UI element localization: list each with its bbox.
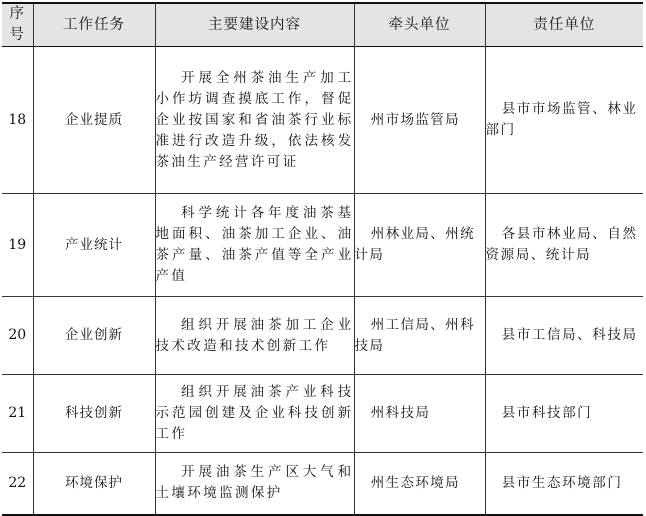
- task-table: [2, 2, 643, 516]
- header-lead-unit: 牵头单位: [354, 3, 485, 47]
- header-number: 序号: [2, 3, 33, 47]
- row-responsible-unit: 县市市场监管、林业部门: [485, 47, 643, 194]
- header-content: 主要建设内容: [155, 3, 354, 47]
- row-number: 19: [2, 194, 33, 297]
- row-task: 环境保护: [33, 453, 155, 515]
- row-responsible-unit: 县市科技部门: [485, 375, 643, 453]
- row-content: 科学统计各年度油茶基地面积、油茶加工企业、油茶产量、油茶产值等全产业产值: [155, 194, 354, 297]
- table-row: [2, 47, 643, 194]
- row-responsible-unit: 县市工信局、科技局: [485, 297, 643, 375]
- row-task: 企业创新: [33, 297, 155, 375]
- row-lead-unit: 州科技局: [354, 375, 485, 453]
- table-row: [2, 375, 643, 453]
- row-responsible-unit: 县市生态环境部门: [485, 453, 643, 515]
- table-row: [2, 297, 643, 375]
- row-responsible-unit: 各县市林业局、自然资源局、统计局: [485, 194, 643, 297]
- header-task: 工作任务: [33, 3, 155, 47]
- row-number: 22: [2, 453, 33, 515]
- table-body: [2, 47, 643, 515]
- row-content: 开展油茶生产区大气和土壤环境监测保护: [155, 453, 354, 515]
- row-content: 组织开展油茶加工企业技术改造和技术创新工作: [155, 297, 354, 375]
- header-row: [2, 3, 643, 47]
- table-row: [2, 194, 643, 297]
- row-number: 20: [2, 297, 33, 375]
- row-lead-unit: 州市场监管局: [354, 47, 485, 194]
- header-responsible-unit: 责任单位: [485, 3, 643, 47]
- row-task: 企业提质: [33, 47, 155, 194]
- row-lead-unit: 州生态环境局: [354, 453, 485, 515]
- row-task: 科技创新: [33, 375, 155, 453]
- row-lead-unit: 州林业局、州统计局: [354, 194, 485, 297]
- table-header: [2, 3, 643, 47]
- row-content: 组织开展油茶产业科技示范园创建及企业科技创新工作: [155, 375, 354, 453]
- row-content: 开展全州茶油生产加工小作坊调查摸底工作，督促企业按国家和省油茶行业标准进行改造升级，依法核发茶油生产经营许可证: [155, 47, 354, 194]
- row-number: 18: [2, 47, 33, 194]
- row-task: 产业统计: [33, 194, 155, 297]
- row-lead-unit: 州工信局、州科技局: [354, 297, 485, 375]
- row-number: 21: [2, 375, 33, 453]
- table-row: [2, 453, 643, 515]
